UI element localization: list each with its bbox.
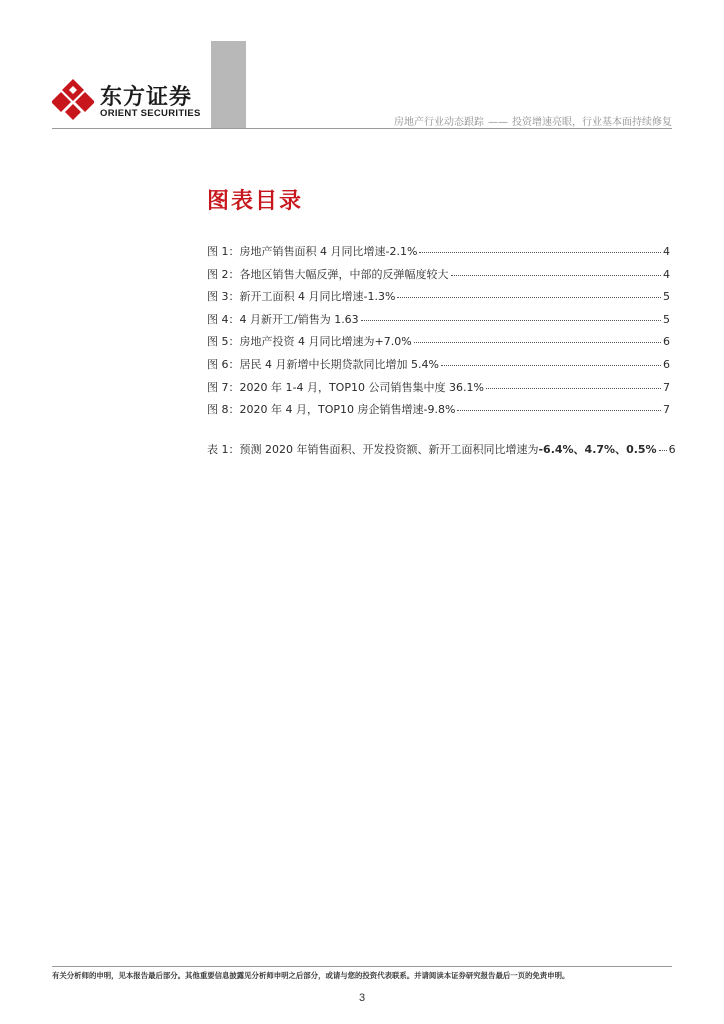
orient-logo-icon (52, 78, 94, 120)
toc-entry-label: 图 1：房地产销售面积 4 月同比增速-2.1% (207, 245, 418, 258)
brand-name-en: ORIENT SECURITIES (100, 108, 201, 119)
toc-leader-dots (419, 252, 661, 253)
toc-entry-label: 图 3：新开工面积 4 月同比增速-1.3% (207, 290, 396, 304)
toc-entry-figure-1[interactable] (207, 243, 670, 266)
toc-entry-figure-6[interactable] (207, 356, 670, 379)
toc-entry-page: 4 (663, 245, 670, 258)
toc-leader-dots (414, 342, 661, 343)
report-subtitle: 投资增速亮眼，行业基本面持续修复 (512, 117, 672, 128)
table-list (207, 441, 676, 464)
footer-disclaimer: 有关分析师的申明，见本报告最后部分。其他重要信息披露见分析师申明之后部分，或请与您的投资代表联系。并请阅读本证券研究报告最后一页的免责申明。 (52, 971, 570, 980)
running-header (394, 113, 672, 128)
toc-entry-table-1[interactable] (207, 441, 676, 464)
figure-list (207, 243, 670, 424)
toc-entry-label: 图 5：房地产投资 4 月同比增速为+7.0% (207, 335, 412, 349)
toc-entry-label: 图 6：居民 4 月新增中长期贷款同比增加 5.4% (207, 357, 439, 371)
toc-entry-label: 图 7：2020 年 1-4 月，TOP10 公司销售集中度 36.1% (207, 380, 484, 394)
toc-entry-figure-4[interactable] (207, 311, 670, 334)
header-rule (52, 128, 672, 129)
page-number: 3 (358, 992, 366, 1004)
toc-entry-figure-3[interactable] (207, 288, 670, 311)
toc-entry-page: 6 (663, 357, 670, 371)
toc-entry-label-bold: -6.4%、4.7%、0.5% (538, 443, 657, 456)
brand-name-cn: 东方证券 (100, 85, 193, 110)
toc-entry-page: 4 (663, 267, 670, 281)
toc-leader-dots (486, 388, 661, 389)
toc-entry-figure-5[interactable] (207, 333, 670, 356)
toc-leader-dots (361, 320, 661, 321)
orient-securities-logo (52, 78, 212, 122)
toc-entry-label: 图 8：2020 年 4 月，TOP10 房企销售增速-9.8% (207, 403, 456, 417)
toc-entry-figure-8[interactable] (207, 401, 670, 424)
footer-rule (52, 966, 672, 967)
toc-entry-page: 7 (663, 403, 670, 417)
toc-leader-dots (451, 275, 662, 276)
toc-entry-label: 图 2：各地区销售大幅反弹，中部的反弹幅度较大 (207, 267, 449, 281)
toc-leader-dots (397, 297, 661, 298)
toc-entry-figure-7[interactable] (207, 379, 670, 402)
toc-entry-label (207, 441, 657, 457)
toc-leader-dots (659, 450, 667, 451)
report-type: 房地产行业动态跟踪 (394, 117, 484, 128)
toc-leader-dots (441, 365, 661, 366)
toc-entry-label: 图 4：4 月新开工/销售为 1.63 (207, 312, 359, 326)
toc-entry-page: 6 (663, 335, 670, 349)
header-decor-bar (211, 41, 246, 128)
toc-entry-page: 5 (663, 312, 670, 326)
toc-title: 图表目录 (207, 189, 304, 214)
toc-entry-page: 6 (668, 443, 676, 456)
toc-entry-page: 7 (663, 380, 670, 394)
toc-entry-label-text: 表 1：预测 2020 年销售面积、开发投资额、新开工面积同比增速为 (207, 443, 539, 456)
toc-entry-page: 5 (663, 290, 670, 304)
toc-leader-dots (457, 410, 661, 411)
toc-entry-figure-2[interactable] (207, 266, 670, 289)
header-separator: —— (488, 117, 508, 128)
